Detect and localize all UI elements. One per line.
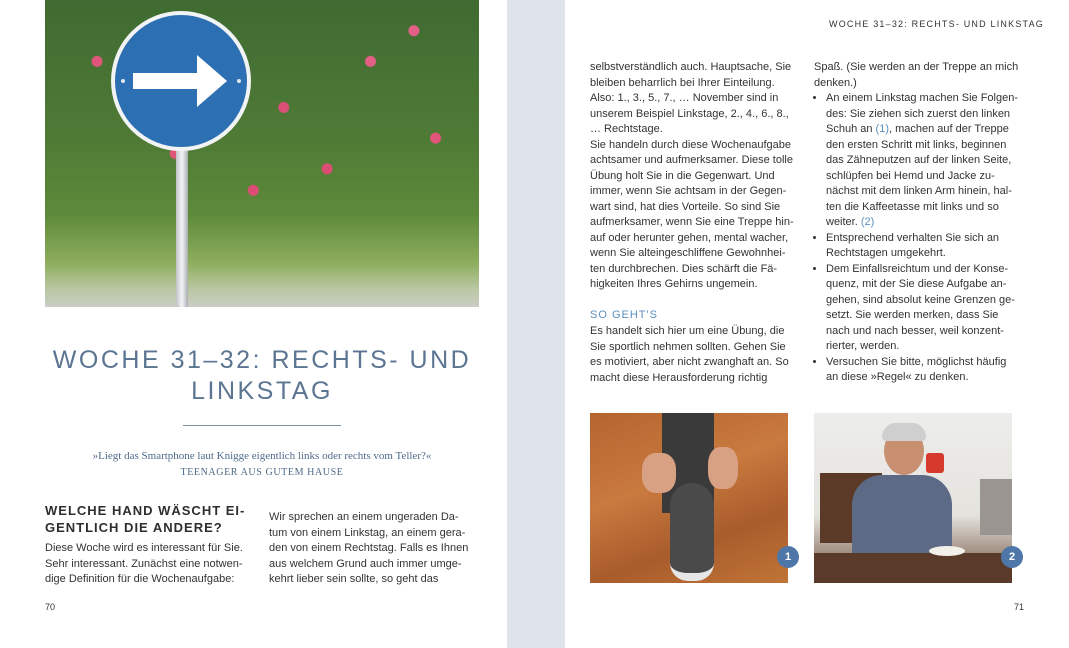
text-line: Entsprechend verhalten Sie sich an (826, 231, 1000, 244)
epigraph-source: TEENAGER AUS GUTEM HAUSE (180, 467, 344, 478)
figure-badge: 2 (1001, 546, 1023, 568)
title-divider (183, 425, 341, 426)
text-line: An einem Linkstag machen Sie Folgen- (826, 92, 1018, 104)
text-line: tum von einem Linkstag, an einem gera- (269, 526, 466, 539)
right-column-2 (814, 60, 1029, 386)
right-column-1 (590, 60, 805, 293)
text-line: wart sind, hat dies Vorteile. So sind Sie (590, 200, 781, 213)
figure-badge: 1 (777, 546, 799, 568)
text-line: nächst mit dem linken Arm hinein, hal- (826, 185, 1012, 197)
book-gutter (507, 0, 565, 648)
list-item (826, 91, 1029, 231)
left-hand (642, 453, 676, 493)
bullet-list (814, 91, 1029, 386)
section-title-line: WELCHE HAND WÄSCHT EI- (45, 503, 246, 518)
section-title (45, 502, 255, 536)
photo-man-drinking (814, 413, 1016, 583)
running-head: WOCHE 31–32: RECHTS- UND LINKSTAG (829, 19, 1044, 29)
text-line: an diese »Regel« zu denken. (826, 371, 969, 383)
text-line: auf oder herunter gehen, mental wacher, (590, 231, 789, 244)
text-line: wenn Sie alteingeschliffene Gewohnhei- (590, 247, 786, 259)
text-line: Schuh an (826, 123, 876, 135)
table (814, 553, 1012, 583)
page-number-right: 71 (1014, 602, 1025, 612)
man-hair (882, 423, 926, 441)
section-title-line: GENTLICH DIE ANDERE? (45, 520, 223, 535)
text-line: ten durchbrechen. Dies schärft die Fä- (590, 262, 778, 275)
text-line: Diese Woche wird es interessant für Sie. (45, 542, 243, 554)
text-line: ten die Kaffeetasse mit links und so (826, 200, 999, 213)
mug-icon (926, 453, 944, 473)
text-line: unserem Beispiel Linkstage, 2., 4., 6., 8., (590, 107, 789, 120)
text-line: den von einem Rechtstag. Falls es Ihnen (269, 542, 469, 554)
text-line: higkeiten Ihres Gehirns ungemein. (590, 278, 758, 290)
list-item (826, 262, 1029, 355)
left-column-2 (269, 510, 484, 588)
plate-icon (929, 546, 965, 556)
text-line: Übung holt Sie in die Gegenwart. Und (590, 169, 775, 182)
text-line: … Rechtstage. (590, 123, 663, 135)
chapter-title-line: WOCHE 31–32: RECHTS- UND (52, 346, 472, 374)
text-line: Sie handeln durch diese Wochenaufgabe (590, 138, 792, 151)
text-line: dige Definition für die Wochenaufgabe: (45, 573, 235, 585)
chapter-title-line: LINKSTAG (191, 377, 333, 405)
text-line: Spaß. (Sie werden an der Treppe an mich (814, 61, 1019, 73)
text-line: Dem Einfallsreichtum und der Konse- (826, 262, 1009, 275)
page-number-left: 70 (45, 602, 56, 612)
left-column-1 (45, 541, 260, 588)
photo-putting-on-shoe (590, 413, 792, 583)
text-line: Also: 1., 3., 5., 7., … November sind in (590, 92, 779, 104)
shoe-icon (670, 483, 714, 581)
text-line: Sie sportlich nehmen sollten. Gehen Sie (590, 340, 786, 353)
text-line: setzt. Sie werden merken, dass Sie (826, 309, 999, 321)
text-line: das Zähneputzen auf der linken Seite, (826, 154, 1012, 166)
text-line: Versuchen Sie bitte, möglichst häufig (826, 355, 1007, 368)
text-line: den ersten Schritt mit links, beginnen (826, 138, 1007, 151)
sign-pole (176, 140, 188, 307)
text-line: rierter, werden. (826, 340, 900, 352)
chapter-title (45, 345, 479, 407)
text-line: Rechtstagen umgekehrt. (826, 247, 946, 259)
text-line: aufmerksamer, wenn Sie eine Treppe hin- (590, 216, 794, 228)
photo-direction-sign (45, 0, 479, 307)
text-line: weiter. (826, 216, 861, 228)
text-line: quenz, mit der Sie diese Aufgabe an- (826, 278, 1007, 290)
arrow-sign-icon (111, 11, 251, 151)
subheading-so-gehts: SO GEHT'S (590, 309, 658, 321)
armchair (980, 479, 1012, 535)
text-line: es motiviert, aber nicht zwanghaft an. So (590, 356, 789, 368)
list-item (826, 355, 1029, 386)
text-line: achtsamer und aufmerksamer. Diese tolle (590, 154, 793, 166)
epigraph-quote: »Liegt das Smartphone laut Knigge eigentlich links oder rechts vom Teller?« (92, 450, 432, 462)
text-line: macht diese Herausforderung richtig (590, 371, 768, 384)
text-line: Sehr interessant. Zunächst eine notwen- (45, 557, 243, 570)
text-line: Es handelt sich hier um eine Übung, die (590, 325, 785, 337)
text-line: kehrt lieber sein sollte, so geht das (269, 573, 439, 585)
text-line: immer, wenn Sie achtsam in der Gegen- (590, 185, 787, 197)
figure-reference[interactable]: (1) (875, 123, 889, 135)
right-hand (708, 447, 738, 489)
text-line: selbstverständlich auch. Hauptsache, Sie (590, 61, 792, 73)
text-line: Wir sprechen an einem ungeraden Da- (269, 511, 459, 523)
text-line: des: Sie ziehen sich zuerst den linken (826, 107, 1011, 120)
text-line: nach und nach besser, weil konzent- (826, 324, 1004, 337)
text-line: gehen, sind absolut keine Grenzen ge- (826, 293, 1015, 306)
text-line: schlüpfen bei Hemd und Jacke zu- (826, 169, 995, 182)
text-line: bleiben beharrlich bei Ihrer Einteilung. (590, 76, 775, 89)
text-line: denken.) (814, 76, 857, 89)
text-line: aus welchem Grund auch immer umge- (269, 557, 462, 570)
figure-reference[interactable]: (2) (860, 216, 875, 228)
list-item (826, 231, 1029, 262)
text-line: , machen auf der Treppe (889, 123, 1009, 135)
right-column-1-continued (590, 324, 805, 386)
